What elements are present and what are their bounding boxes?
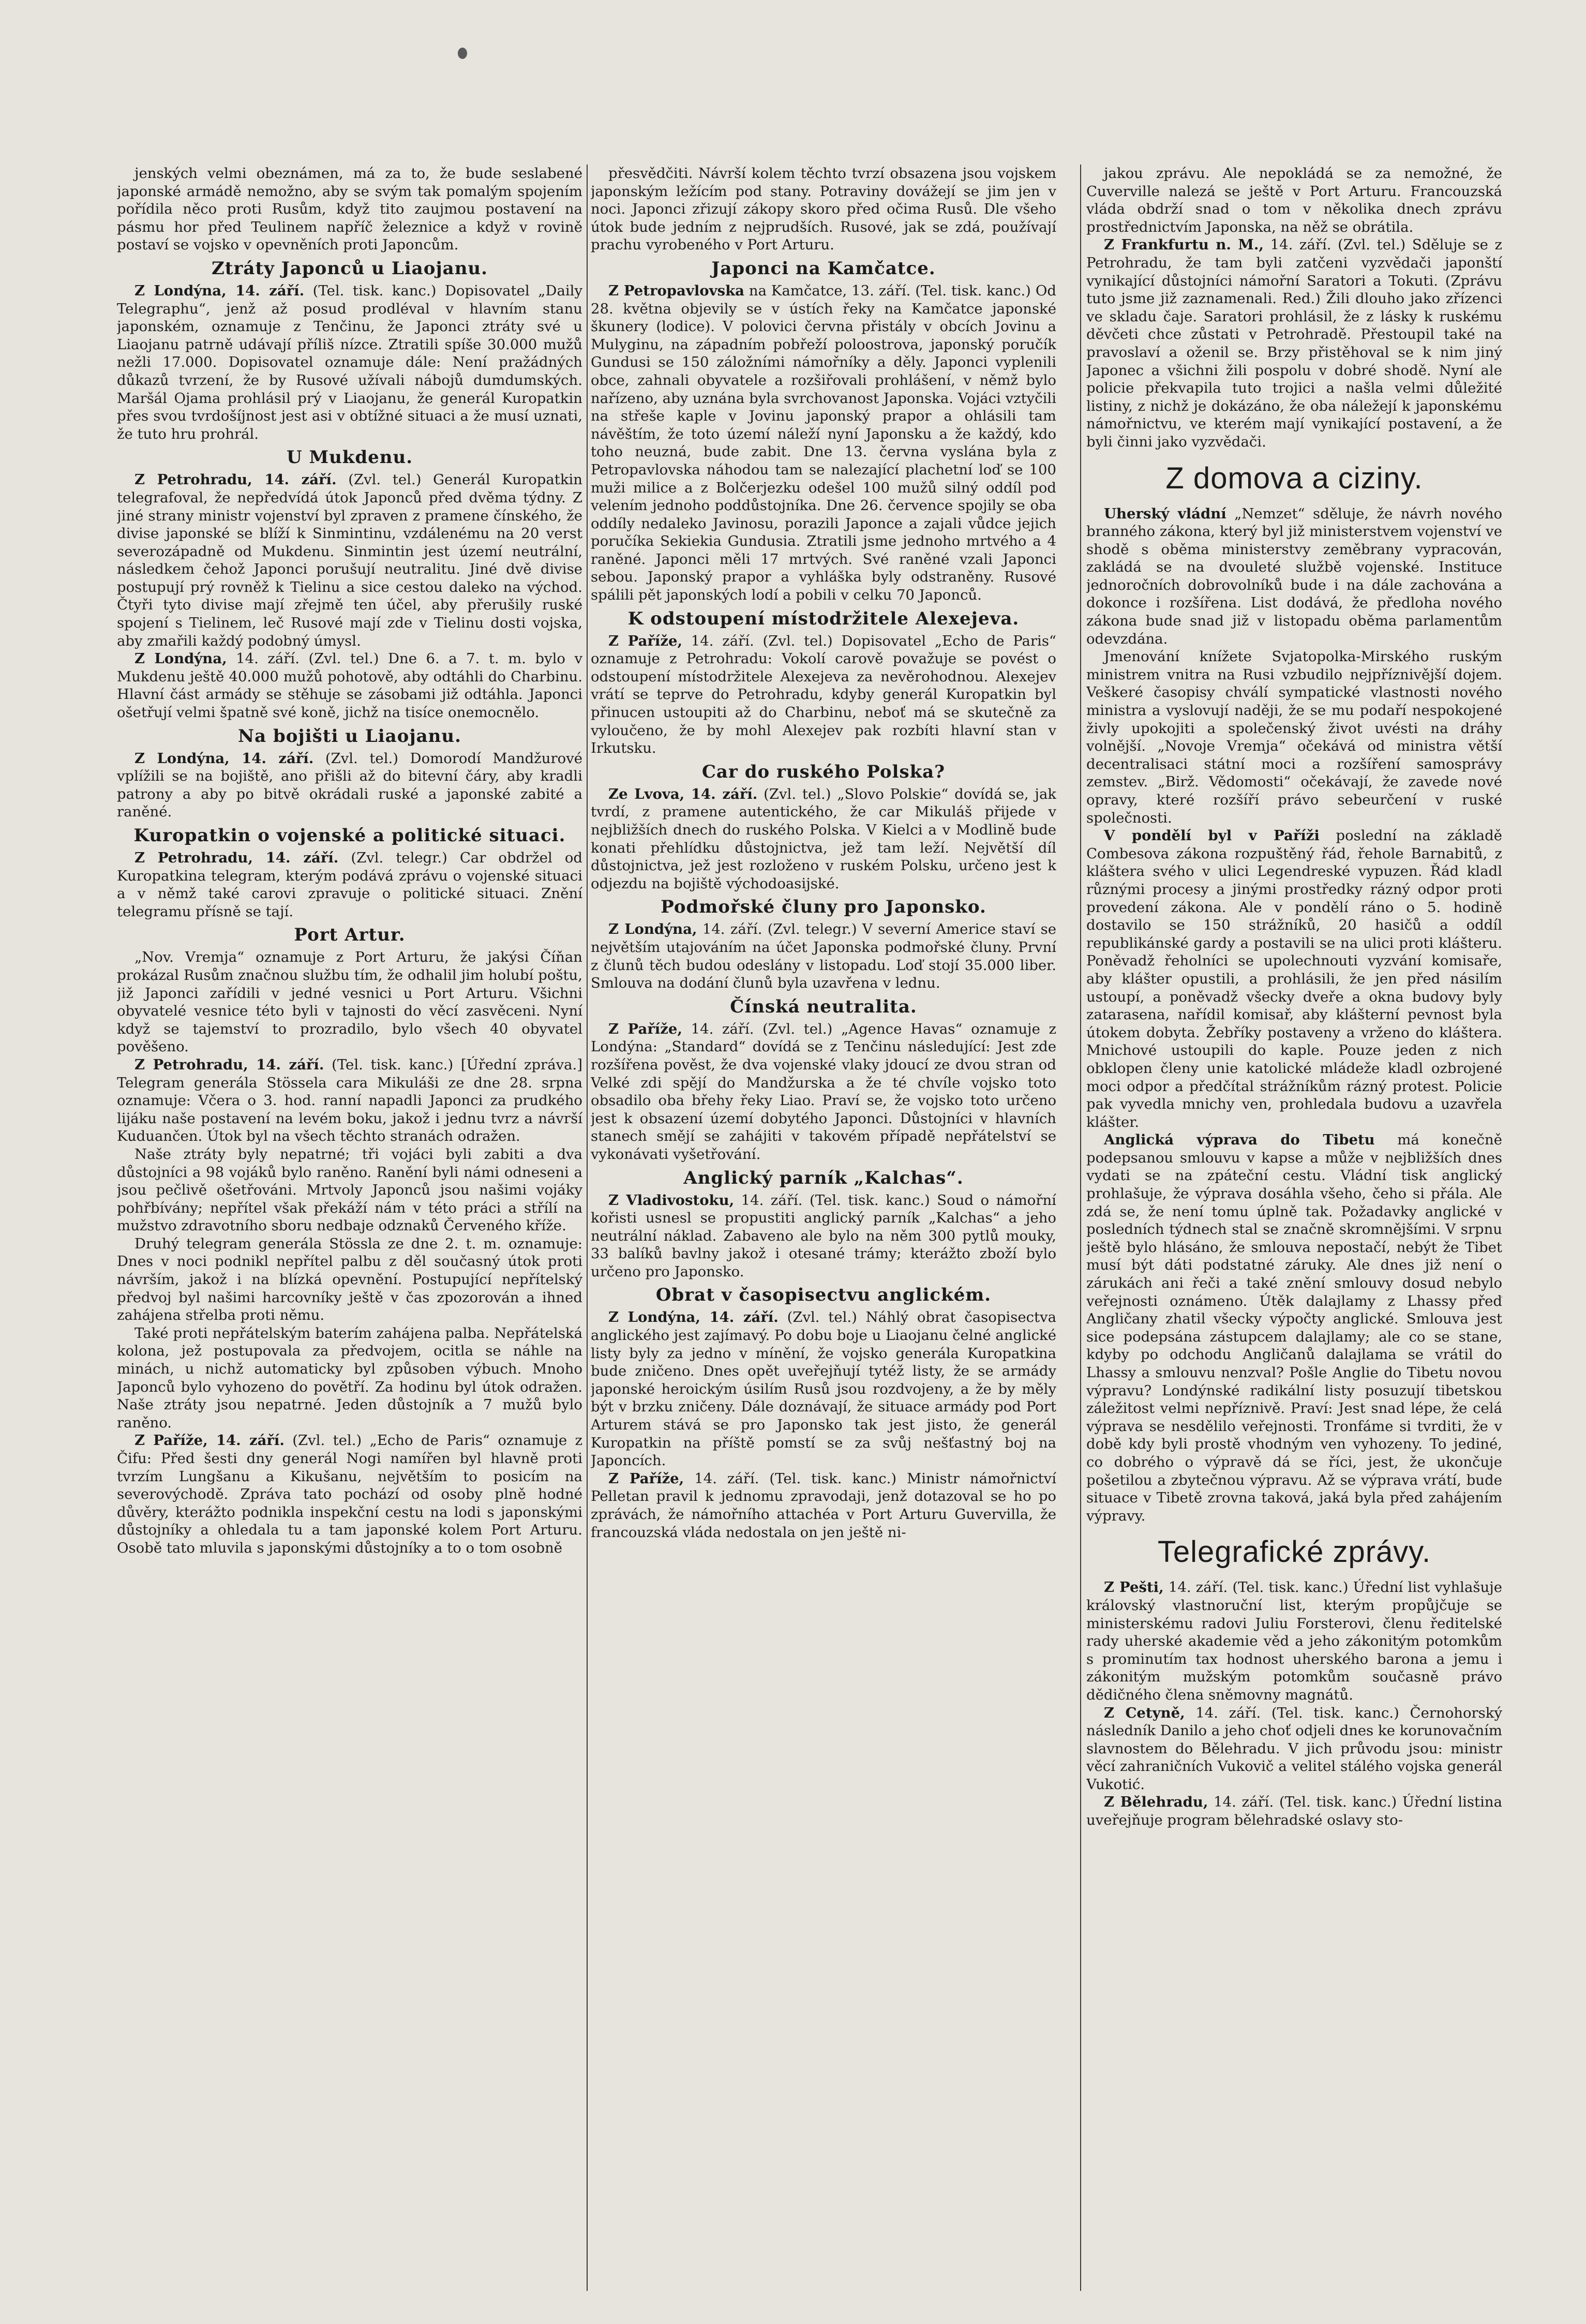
article-paragraph bbox=[1086, 1704, 1502, 1794]
article-headline: Na bojišti u Liaojanu. bbox=[238, 725, 461, 747]
article-paragraph bbox=[117, 750, 582, 821]
paragraph-text: (Tel. tisk. kanc.) [Úřední zpráva.] Telegram generála Stössela cara Mikuláši ze dne 28. srpna oznamuje: Včera o 3. hod. ranní napadli Japonci za prudkého lijáku naše postavení na levém boku, jakož i jednu tvrz a návrší Kuduančen. Útok byl na všech těchto stranách odražen. bbox=[117, 1056, 582, 1145]
dateline: Z Paříže, bbox=[608, 1020, 682, 1037]
dateline: Z Vladivostoku, bbox=[608, 1191, 735, 1209]
paragraph-text: 14. září. (Zvl. tel.) Dne 6. a 7. t. m. bylo v Mukdenu ještě 40.000 mužů pohotově, aby odtáhli do Charbinu. Hlavní část armády se stěhuje se zásobami již odtáhla. Japonci ošetřují velmi špatně své koně, jichž na tisíce onemocnělo. bbox=[117, 650, 582, 721]
dateline: Z Londýna, 14. září. bbox=[608, 1309, 779, 1326]
article-paragraph bbox=[117, 849, 582, 920]
paragraph-text: poslední na základě Combesova zákona rozpuštěný řád, řehole Barnabitů, z kláštera svého v ulici Legendreské vypuzen. Řád kladl různými procesy a jinými prostředky rázný odpor proti provedení zákona. Ale v pondělí ráno o 5. hodině dostavilo se 150 strážníků, 20 hasičů a oddíl republikánské gardy a postavili se na ulici proti klášteru. Poněvadž řeholníci se upolechnouti vyzvání komisaře, aby klášter opustili, a prohlásili, že jen před násilím ustoupí, a poněvadž všecky dveře a okna budovy byly zatarasena, nařídil komisař, aby klášterní pevnost byla útokem dobyta. Žebříky postaveny a vrženo do kláštera. Mnichové ustoupili do kaple. Pouze jeden z nich obklopen členy unie katolické mládeže kladl ozbrojené moci odpor a předčítal strážníkům rázný protest. Policie pak vyvedla mnichy ven, prohledala budovu a uzavřela klášter. bbox=[1086, 827, 1502, 1130]
article-headline: K odstoupení místodržitele Alexejeva. bbox=[627, 608, 1020, 629]
article-paragraph bbox=[1086, 165, 1502, 236]
paragraph-text: na Kamčatce, 13. září. (Tel. tisk. kanc.) Od 28. května objevily se v ústích řeky na Kamčatce japonské škunery (lodice). V polovici června přistály v obcích Jovinu a Mulyginu, na západním pobřeží poloostrova, japonský poručík Gundusi se 150 záložními námořníky a děly. Japonci vyplenili obce, zahnali obyvatele a rozšiřovali prohlášení, v němž bylo nařízeno, aby uznána byla svrchovanost Japonska. Vojáci vztyčili na střeše kaple v Jovinu japonský prapor a ohlásili tam návěštím, že toto území náleží nyní Japonsku a že každý, kdo toho neuzná, bude zabit. Dne 13. června vyslána byla z Petropavlovska náhodou tam se nalezající plachetní loď se 100 muži milice a z Bolčerjezku odešel 100 mužů silný oddíl pod velením jednoho poddůstojníka. Dne 26. července spojily se oba oddíly nedaleko Javinosu, porazili Japonce a zajali vůdce jejich poručíka Sekiekia Gundusia. Ztratili jsme jednoho mrtvého a 4 raněné. Japonci měli 17 mrtvých. Své raněné vzali Japonci sebou. Japonský prapor a vyhláška byly odstraněny. Rusové spálili pět japonských lodí a pobili v celku 70 Japonců. bbox=[591, 282, 1056, 604]
paragraph-text: má konečně podepsanou smlouvu v kapse a může v nejbližších dnes vydati se na zpáteční cestu. Vládní tisk anglický prohlašuje, že výprava dosáhla všeho, čeho si přála. Ale zdá se, že není tomu úplně tak. Požadavky anglické v posledních týdnech stal se značně skromnějšími. V srpnu ještě bylo hlásáno, že smlouva nepostačí, nebýt že Tibet musí být dáti podstatné záruky. Ale dnes již není o zárukách ani řeči a také znění smlouvy dosud nebylo veřejnosti oznámeno. Útěk dalajlamy z Lhassy přeď Angličany zhatil všecky výpočty anglické. Smlouva jest sice podepsána zástupcem dalajlamy; ale co se stane, kdyby po odchodu Angličanů dalajlama se vrátil do Lhassy a smlouvu nenzval? Pošle Anglie do Tibetu novou výpravu? Londýnské radikální listy posuzují tibetskou záležitost velmi nepříznivě. Praví: Jest snad lépe, že celá výprava se nesdělilo veřejnosti. Tronfáme si tvrditi, že v době kdy byli prostě vhodným ven vyhozeny. To jediné, co dobrého o výpravě dá se říci, jest, že ukončuje pošetilou a zbytečnou výpravu. Až se výprava vrátí, bude situace v Tibetě zrovna taková, jaká byla před zahájením výpravy. bbox=[1086, 1131, 1502, 1524]
article-paragraph bbox=[117, 1056, 582, 1145]
dateline: Z Londýna, bbox=[608, 921, 697, 938]
column-2 bbox=[591, 165, 1056, 2296]
article-headline: Kuropatkin o vojenské a politické situaci. bbox=[133, 825, 566, 846]
article-paragraph bbox=[117, 1324, 582, 1432]
dateline: Z Paříže, 14. září. bbox=[134, 1432, 285, 1449]
article-headline: Z domova a ciziny. bbox=[1165, 461, 1423, 495]
article-paragraph bbox=[117, 165, 582, 254]
article-paragraph bbox=[117, 948, 582, 1056]
dateline: Z Cetyně, bbox=[1104, 1704, 1185, 1721]
article-paragraph bbox=[591, 282, 1056, 604]
paragraph-text: 14. září. (Zvl. telegr.) V severní Americe staví se největším utajováním na účet Japonska podmořské čluny. První z člunů těch budou odeslány v listopadu. Loď stojí 35.000 liber. Smlouva na dodání člunů byla uzavřena v lednu. bbox=[591, 921, 1056, 992]
article-paragraph bbox=[117, 1145, 582, 1235]
article-headline: Obrat v časopisectvu anglickém. bbox=[655, 1285, 992, 1306]
paragraph-text: 14. září. (Tel. tisk. kanc.) Černohorský následník Danilo a jeho choť odjeli dnes ke korunovačním slavnostem do Bělehradu. V jich průvodu jsou: ministr věcí zahraničních Vukovič a velitel stálého vojska generál Vukotić. bbox=[1086, 1704, 1502, 1793]
article-paragraph bbox=[591, 1308, 1056, 1469]
article-paragraph bbox=[591, 785, 1056, 893]
paragraph-text: 14. září. (Tel. tisk. kanc.) Úřední list vyhlašuje královský vlastnoruční list, kterým propůjčuje se ministerskému radovi Juliu Forsterovi, členu ředitelské rady uherské akademie věd a jeho zákonitým potomkům s prominutím tax hodnost uherského barona a jemu i zákonitým mužským potomkům současně právo dědičného člena sněmovny magnátů. bbox=[1086, 1579, 1502, 1703]
article-headline: Čínská neutralita. bbox=[730, 996, 917, 1017]
paragraph-text: jenských velmi obeznámen, má za to, že bude seslabené japonské armádě nemožno, aby se svým tak pomalým spojením pořídila něco proti Rusům, když tito zaujmou postavení na pásmu hor před Teulinem napříč železnice a když v rovině postaví se vojsko v opevněních proti Japoncům. bbox=[117, 165, 582, 254]
dateline: Z Paříže, bbox=[608, 632, 683, 649]
paragraph-text: 14. září. (Zvl. tel.) „Agence Havas“ oznamuje z Londýna: „Standard“ dovídá se z Tenčinu následující: Jest zde rozšířena pověst, že dva vojenské vlaky jdoucí ze dvou stran od Velké zdi spějí do Mandžurska a že té chvíle vojsko toto obsadilo oba břehy řeky Liao. Praví se, že vojsko toto určeno jest k obsazení území dobytého Japonci. Důstojníci v hlavních stanech smějí se zahájiti v takovém případě nepřátelství se vykonávati vyšetřování. bbox=[591, 1020, 1056, 1163]
article-paragraph bbox=[1086, 1793, 1502, 1829]
paragraph-text: 14. září. (Zvl. tel.) Dopisovatel „Echo de Paris“ oznamuje z Petrohradu: Vokolí carově považuje se povést o odstoupení místodržitele Alexejeva za nevěrohodnou. Alexejev vrátí se teprve do Petrohradu, kdyby generál Kuropatkin byl přinucen ustoupiti až do Charbinu, neboť má se skutečně za vyloučeno, že by mohl Alexejev pak rozbíti hlavní stan v Irkutsku. bbox=[591, 632, 1056, 757]
dateline: Z Londýna, 14. září. bbox=[134, 750, 314, 767]
dateline: Z Pešti, bbox=[1104, 1579, 1164, 1596]
dateline: Z Frankfurtu n. M., bbox=[1104, 236, 1264, 254]
column-3 bbox=[1086, 165, 1502, 2296]
paragraph-text: Naše ztráty byly nepatrné; tři vojáci byli zabiti a dva důstojníci a 98 vojáků bylo raněno. Ranění byli námi odneseni a jsou pečlivě ošetřováni. Mrtvoly Japonců jsou našimi vojáky pohřbívány; nepřítel však překáží nám v této práci a střílí na mužstvo zdravotního sboru nedbaje odznaků Červeného kříže. bbox=[117, 1145, 582, 1234]
article-headline: Port Artur. bbox=[294, 925, 406, 946]
dateline: Ze Lvova, 14. září. bbox=[608, 785, 758, 802]
article-paragraph bbox=[591, 1020, 1056, 1164]
dateline: Uherský vládní bbox=[1104, 505, 1226, 522]
article-headline: Telegrafické zprávy. bbox=[1157, 1535, 1431, 1569]
article-paragraph bbox=[1086, 236, 1502, 451]
dateline: Z Londýna, 14. září. bbox=[134, 282, 305, 299]
article-paragraph bbox=[591, 165, 1056, 254]
dateline: Z Petrohradu, 14. září. bbox=[134, 471, 337, 488]
article-headline: Anglický parník „Kalchas“. bbox=[683, 1167, 964, 1188]
article-headline: Ztráty Japonců u Liaojanu. bbox=[211, 258, 488, 279]
article-paragraph bbox=[1086, 505, 1502, 648]
article-paragraph bbox=[117, 282, 582, 443]
article-headline: Podmořské čluny pro Japonsko. bbox=[661, 897, 986, 918]
paragraph-text: „Nov. Vremja“ oznamuje z Port Arturu, že jakýsi Číňan prokázal Rusům značnou službu tím, že odhalil jim holubí poštu, již Japonci zařídili v jedné vesnici u Port Arturu. Všichni obyvatelé vesnice této byli v tajnosti do věcí zasvěceni. Nyní když se tajemství to prozradilo, bylo všech 40 obyvatel pověšeno. bbox=[117, 949, 582, 1055]
paragraph-text: 14. září. (Tel. tisk. kanc.) Soud o námořní kořisti usnesl se propustiti anglický parník „Kalchas“ a jeho neutrální náklad. Zabaveno ale bylo na něm 300 pytlů mouky, 33 balíků bavlny jakož i otesané trámy; kterážto zboží bylo určeno pro Japonsko. bbox=[591, 1191, 1056, 1280]
dateline: Z Londýna, bbox=[134, 650, 227, 667]
article-headline: Japonci na Kamčatce. bbox=[711, 258, 936, 279]
article-headline: Car do ruského Polska? bbox=[701, 761, 946, 782]
paragraph-text: (Tel. tisk. kanc.) Dopisovatel „Daily Telegraphu“, jenž až posud prodléval v hlavním stanu japonském, oznamuje z Tenčinu, že Japonci ztráty své u Liaojanu patrně udávají příliš nízce. Ztratili spíše 30.000 mužů nežli 17.000. Dopisovatel oznamuje dále: Není pražádných důkazů tvrzení, že by Rusové užívali nábojů dumdumských. Maršál Ojama prohlásil prý v Liaojanu, že generál Kuropatkin přes svou tvrdošíjnost jest asi v obtížné situaci a že musí uznati, že tuto hru prohrál. bbox=[117, 282, 582, 442]
dateline: Anglická výprava do Tibetu bbox=[1104, 1131, 1375, 1149]
paragraph-text: (Zvl. tel.) „Echo de Paris“ oznamuje z Čifu: Před šesti dny generál Nogi namířen byl hlavně proti tvrzím Lungšanu a Kikušanu, největším to posicím na severovýchodě. Zpráva tato pochází od osoby plně hodné důvěry, kterážto podnikla inspekční cestu na lodi s japonskými důstojníky a ohledala tu a tam japonské kolem Port Arturu. Osobě tato mluvila s japonskými důstojníky a to o tom osobně bbox=[117, 1432, 582, 1556]
paragraph-text: (Zvl. tel.) Náhlý obrat časopisectva anglického jest zajímavý. Po dobu boje u Liaojanu čelné anglické listy byly za jedno v mínění, že vojsko generála Kuropatkina bude zničeno. Dnes opět uveřejňují tytéž listy, že se armády japonské heroickým úsilím Rusů jsou rozdvojeny, a že by měly být v brzku zničeny. Dále doznávají, že situace armády pod Port Arturem stává se pro Japonsko tak jest jisto, že generál Kuropatkin na příště pomstí se za svůj nešťastný boj na Japoncích. bbox=[591, 1309, 1056, 1469]
article-paragraph bbox=[1086, 1578, 1502, 1704]
column-1 bbox=[117, 165, 582, 2296]
dateline: Z Paříže, bbox=[608, 1470, 684, 1487]
paragraph-text: Jmenování knížete Svjatopolka-Mirského ruským ministrem vnitra na Rusi vzbudilo nejpříznivější dojem. Veškeré časopisy chválí sympatické vlastnosti nového ministra a vyslovují naději, že se mu podaří nespokojené živly upokojiti a společenský život uvésti na dráhy volnější. „Novoje Vremja“ očekává od ministra větší decentralisaci státní moci a rozšíření samosprávy zemstev. „Birž. Vědomosti“ očekávají, že zavede nové opravy, které rozšíří právo sebeurčení v ruské společnosti. bbox=[1086, 648, 1502, 826]
article-paragraph bbox=[1086, 827, 1502, 1131]
article-paragraph bbox=[117, 650, 582, 721]
article-paragraph bbox=[591, 632, 1056, 757]
paragraph-text: Také proti nepřátelským baterím zahájena palba. Nepřátelská kolona, jež postupovala za předvojem, ocitla se náhle na minách, u nichž automaticky byl způsoben výbuch. Mnoho Japonců bylo vyhozeno do povětří. Za hodinu byl útok odražen. Naše ztráty jsou nepatrné. Jeden důstojník a 7 mužů bylo raněno. bbox=[117, 1324, 582, 1431]
paragraph-text: (Zvl. telegr.) Car obdržel od Kuropatkina telegram, kterým podává zprávu o vojenské situaci a v němž také carovi zpravuje o politické situaci. Znění telegramu přísně se tají. bbox=[117, 850, 582, 920]
column-rule bbox=[587, 165, 588, 2291]
column-rule bbox=[1080, 165, 1081, 2291]
dateline: Z Petrohradu, 14. září. bbox=[134, 1056, 324, 1073]
paragraph-text: 14. září. (Tel. tisk. kanc.) Úřední listina uveřejňuje program bělehradské oslavy sto- bbox=[1086, 1794, 1502, 1829]
dateline: Z Bělehradu, bbox=[1104, 1794, 1208, 1811]
paragraph-text: (Zvl. tel.) „Slovo Polskie“ dovídá se, jak tvrdí, z pramene autentického, že car Mikuláš přijede v nejbližších dnech do ruského Polska. V Kielci a v Modlině bude konati přehlídku důstojnictva, jež tam leží. Největší díl důstojnictva, jež jest rozloženo v ruském Polsku, určeno jest k odjezdu na bojiště východoasijské. bbox=[591, 785, 1056, 892]
paragraph-text: přesvědčiti. Návrší kolem těchto tvrzí obsazena jsou vojskem japonským ležícím pod stany. Potraviny dovážejí se jim jen v noci. Japonci zřizují zákopy skoro před očima Rusů. Dle všeho útok bude jedním z nejprudších. Rusové, jak se zdá, používají prachu vyrobeného v Port Arturu. bbox=[591, 165, 1056, 254]
article-paragraph bbox=[1086, 648, 1502, 827]
article-paragraph bbox=[117, 1432, 582, 1557]
article-paragraph bbox=[117, 1235, 582, 1324]
article-paragraph bbox=[591, 920, 1056, 992]
paragraph-text: 14. září. (Zvl. tel.) Sděluje se z Petrohradu, že tam byli zatčeni vyzvědači japonští vynikající důstojníci námořní Saratori a Tokuti. (Zprávu tuto jsme již zaznamenali. Red.) Žili dlouho jako zřízenci ve skladu čaje. Saratori prohlásil, že z lásky k ruskému děvčeti chce zůstati v Petrohradě. Přestoupil také na pravoslaví a oženil se. Brzy přistěhoval se k nim jiný Japonec a všichni žili pospolu v dobré shodě. Nyní ale policie překvapila tuto trojici a našla velmi důležité listiny, z nichž je dokázáno, že oba náležejí k japonskému námořnictvu, ve kterém mají vynikající postavení, a že byli činni jako vyzvědači. bbox=[1086, 236, 1502, 450]
dateline: Z Petrohradu, 14. září. bbox=[134, 850, 339, 866]
paragraph-text: Druhý telegram generála Stössla ze dne 2. t. m. oznamuje: Dnes v noci podnikl nepřítel palbu z děl současný útok proti návrším, jakož i na blízká opevnění. Postupující nepřítelský předvoj byl našimi harcovníky ještě v čas zpozorován a ihned zahájena střelba proti němu. bbox=[117, 1235, 582, 1324]
dateline: Z Petropavlovska bbox=[608, 282, 744, 299]
article-paragraph bbox=[117, 471, 582, 650]
article-paragraph bbox=[1086, 1131, 1502, 1525]
dateline: V pondělí byl v Paříži bbox=[1104, 827, 1320, 844]
paragraph-text: (Zvl. tel.) Domorodí Mandžurové vplížili se na bojiště, ano přišli až do bitevní čáry, aby kradli patrony a aby po bitvě okrádali ruské a japonské zabité a raněné. bbox=[117, 750, 582, 821]
binding-hole bbox=[458, 48, 467, 59]
article-paragraph bbox=[591, 1191, 1056, 1281]
paragraph-text: „Nemzet“ sděluje, že návrh nového branného zákona, který byl již ministerstvem vojenství ve shodě s oběma ministerstvy zeměbrany vypracován, zakládá se na dvouleté službě vojenské. Instituce jednoročních dobrovolníků bude i na dále zachována a dokonce i rozšířena. List dodává, že předloha nového zákona bude snad již v listopadu oběma parlamentům odevzdána. bbox=[1086, 505, 1502, 647]
paragraph-text: 14. září. (Tel. tisk. kanc.) Ministr námořnictví Pelletan pravil k jednomu zpravodaji, jenž dotazoval se ho po zprávách, že námořního attachéa v Port Arturu Guvervilla, že francouzská vláda nedostala on jen ještě ni- bbox=[591, 1470, 1056, 1541]
article-headline: U Mukdenu. bbox=[286, 447, 413, 468]
paragraph-text: jakou zprávu. Ale nepokládá se za nemožné, že Cuverville nalezá se ještě v Port Arturu. Francouzská vláda obdrží snad o tom v několika dnech zprávu prostřednictvím Japonska, na něž se obrátila. bbox=[1086, 165, 1502, 235]
article-paragraph bbox=[591, 1470, 1056, 1541]
paragraph-text: (Zvl. tel.) Generál Kuropatkin telegrafoval, že nepředvídá útok Japonců před dvěma týdny. Z jiné strany ministr vojenství byl zpraven z pramene čínského, že divise japonské se blíží k Sinmintinu, vzdálenému na 20 verst severozápadně od Mukdenu. Sinmintin jest území neutrální, následkem čehož Japonci porušují neutralitu. Jiné dvě divise postupují prý rovněž k Tielinu a sice cestou daleko na východ. Čtyři tyto divise mají zřejmě ten účel, aby přerušily ruské spojení s Tielinem, leč Rusové mají zde v Tielinu dosti vojska, aby zmařili každý podobný úmysl. bbox=[117, 471, 582, 649]
